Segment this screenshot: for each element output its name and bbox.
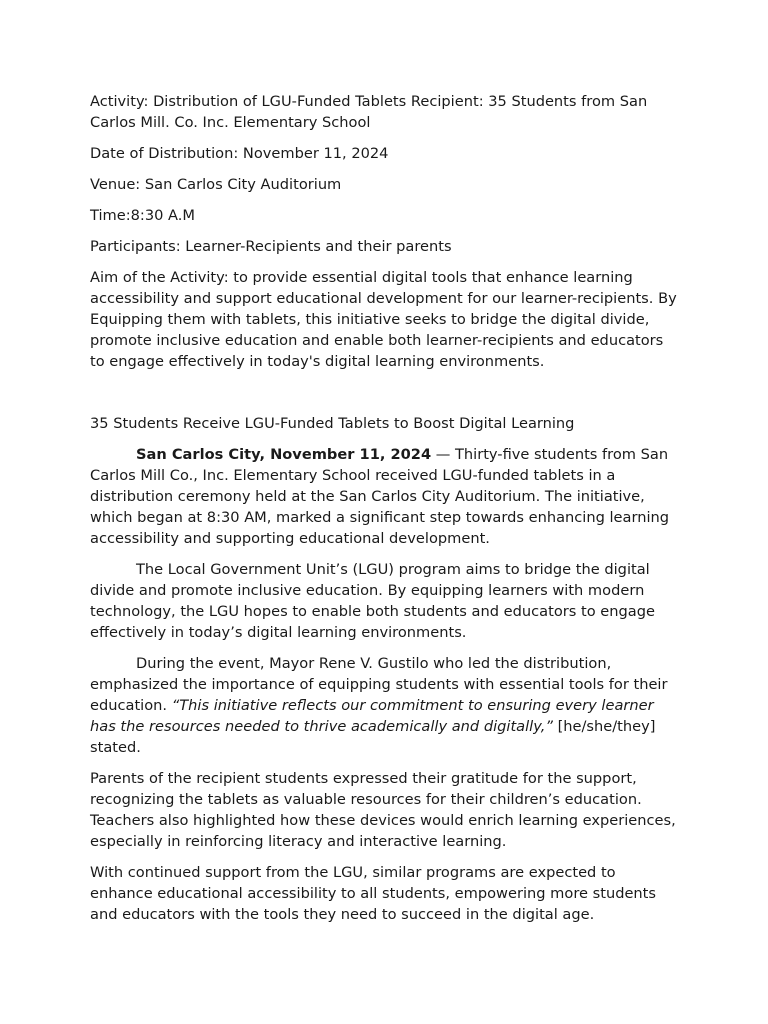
mayor-quote: “This initiative reflects our commitment to ensuring every learner has the resources needed to thrive academically and digitally,”	[90, 697, 654, 735]
participants-line: Participants: Learner-Recipients and their parents	[90, 238, 452, 255]
article-headline: 35 Students Receive LGU-Funded Tablets to Boost Digital Learning	[90, 415, 575, 432]
section-spacer	[90, 382, 682, 413]
venue-line: Venue: San Carlos City Auditorium	[90, 176, 342, 193]
paragraph-1-text: — Thirty-five students from San Carlos Mill Co., Inc. Elementary School received LGU-funded tablets in a distribution ceremony held at the San Carlos City Auditorium. The initiative, which began at 8:30 AM, marked a significant step towards enhancing learning accessibility and supporting educational development.	[90, 446, 670, 547]
aim-paragraph: Aim of the Activity: to provide essential digital tools that enhance learning accessibility and support educational development for our learner-recipients. By Equipping them with tablets, this initiative seeks to bridge the digital divide, promote inclusive education and enable both learner-recipients and educators to engage effectively in today's digital learning environments.	[90, 269, 677, 370]
paragraph-3-text: During the event, Mayor Rene V. Gustilo who led the distribution, emphasized the importance of equipping students with essential tools for their education.	[90, 655, 668, 714]
activity-line: Activity: Distribution of LGU-Funded Tablets Recipient: 35 Students from San Carlos Mill. Co. Inc. Elementary School	[90, 93, 648, 131]
article-paragraph-3	[90, 653, 682, 758]
dateline: San Carlos City, November 11, 2024	[136, 446, 432, 463]
article-paragraph-5: With continued support from the LGU, similar programs are expected to enhance educational accessibility to all students, empowering more students and educators with the tools they need to succeed in the digital age.	[90, 864, 657, 923]
article-paragraph-4: Parents of the recipient students expressed their gratitude for the support, recognizing the tablets as valuable resources for their children’s education. Teachers also highlighted how these devices would enrich learning experiences, especially in reinforcing literacy and interactive learning.	[90, 770, 676, 850]
document-page	[90, 91, 682, 935]
paragraph-3-end: [he/she/they] stated.	[90, 718, 656, 756]
date-line: Date of Distribution: November 11, 2024	[90, 145, 389, 162]
article-paragraph-2: The Local Government Unit’s (LGU) program aims to bridge the digital divide and promote inclusive education. By equipping learners with modern technology, the LGU hopes to enable both students and educators to engage effectively in today’s digital learning environments.	[90, 561, 655, 641]
time-line: Time:8:30 A.M	[90, 207, 195, 224]
article-paragraph-1	[90, 444, 682, 549]
